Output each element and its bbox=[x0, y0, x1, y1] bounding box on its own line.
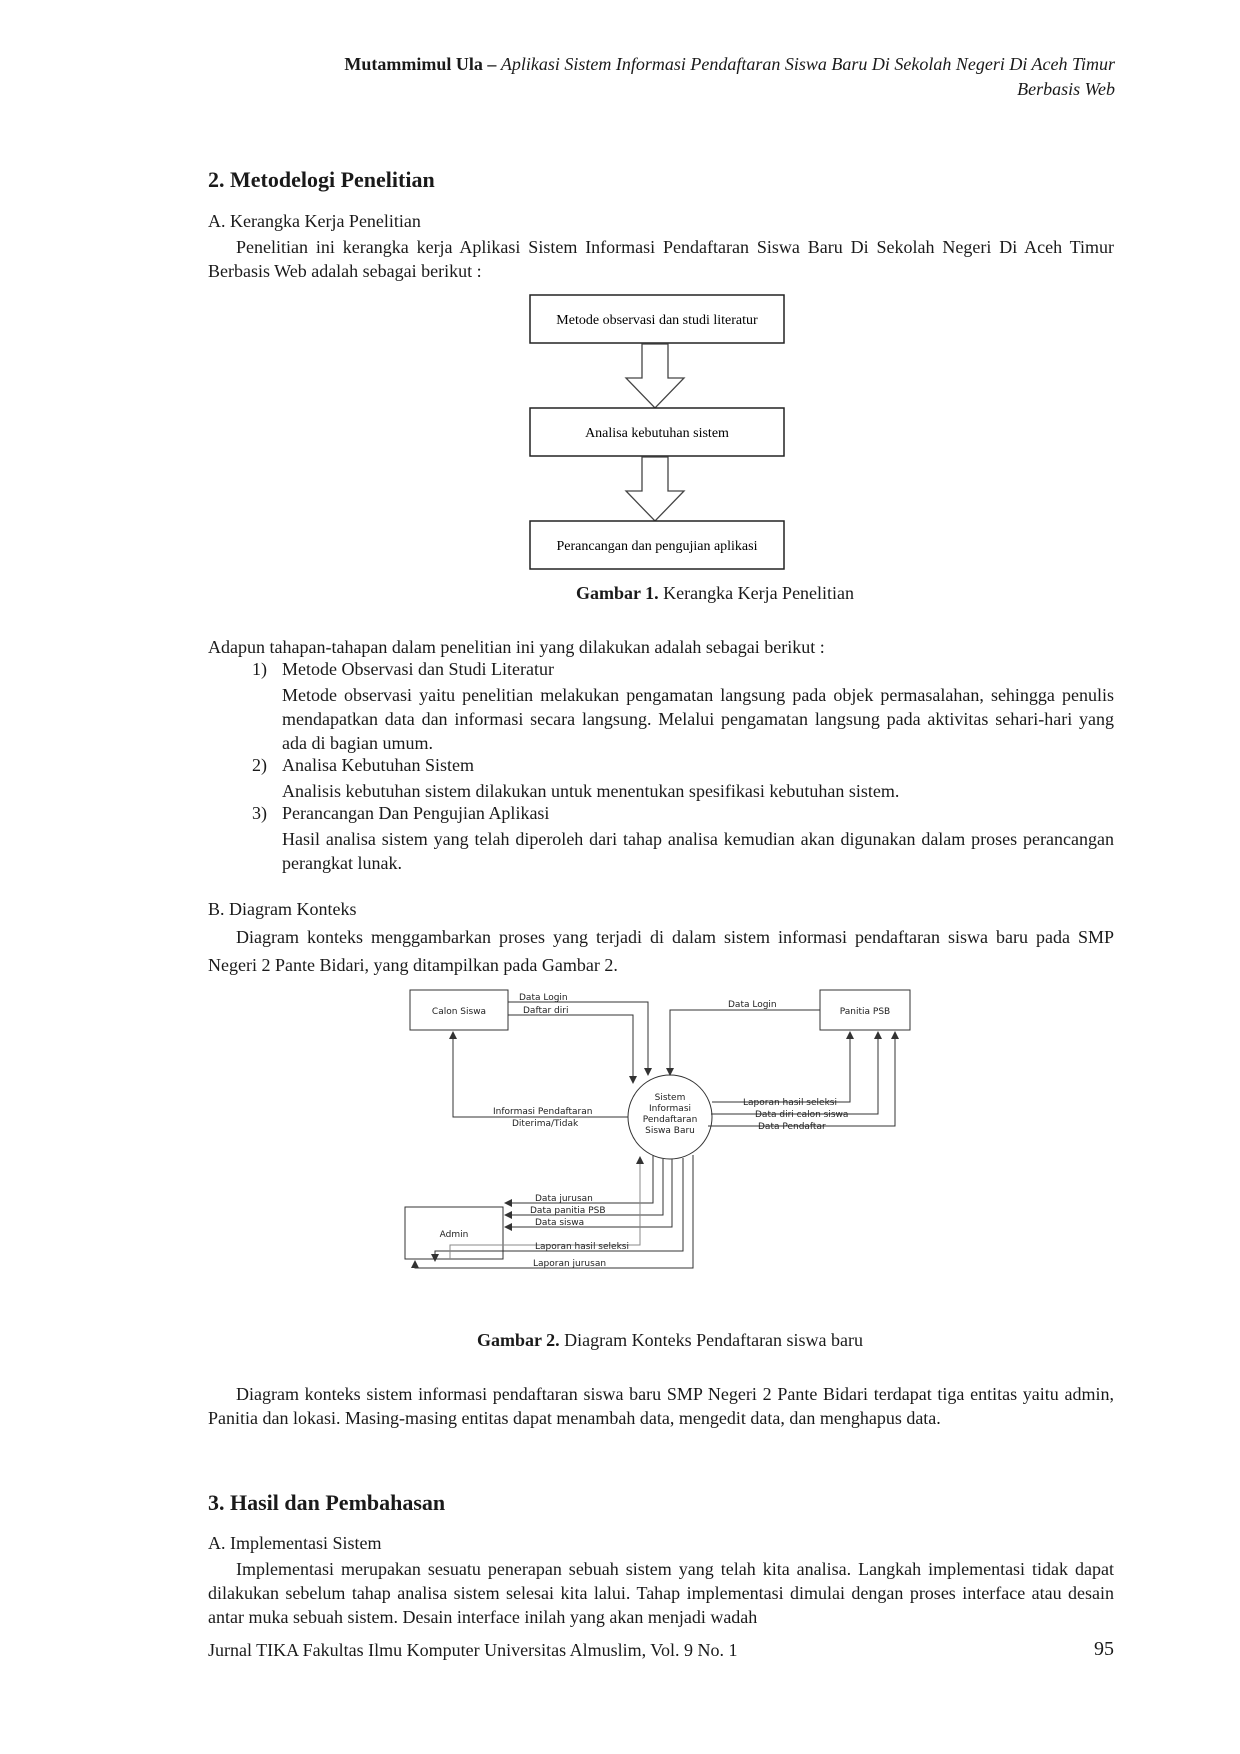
running-header bbox=[165, 52, 1115, 102]
figure-2-context-diagram bbox=[395, 985, 925, 1305]
flow-label-info-l2: Diterima/Tidak bbox=[512, 1119, 579, 1129]
header-title-line1: Aplikasi Sistem Informasi Pendaftaran Siswa Baru Di Sekolah Negeri Di Aceh Timur bbox=[500, 54, 1115, 74]
flow-label-data-diri: Data diri calon siswa bbox=[755, 1110, 849, 1120]
figure-1-caption-label: Gambar 1. bbox=[575, 583, 659, 603]
flow-data-siswa bbox=[505, 1159, 672, 1227]
entity-admin-label: Admin bbox=[439, 1230, 469, 1240]
figure-1-caption-text: Kerangka Kerja Penelitian bbox=[658, 583, 855, 603]
arrow-down-icon bbox=[626, 457, 684, 521]
item-3-number: 3) bbox=[252, 803, 267, 823]
paragraph-implementasi: Implementasi merupakan sesuatu penerapan sebuah sistem yang telah kita analisa. Langkah implementasi tidak dapat dilakukan sebelum tahap analisa sistem selesai kita lalui. Tahap implementasi dimulai dengan proses interface atau desain antar muka sebuah sistem. Desain interface inilah yang akan menjadi wadah bbox=[208, 1559, 1114, 1627]
arrow-down-icon bbox=[626, 344, 684, 408]
figure-2-caption-text: Diagram Konteks Pendaftaran siswa baru bbox=[559, 1330, 864, 1350]
flow-informasi-pendaftaran bbox=[453, 1032, 628, 1117]
header-author: Mutammimul Ula – bbox=[344, 54, 497, 74]
section-2-heading: 2. Metodelogi Penelitian bbox=[208, 167, 435, 192]
flow-label-data-jurusan: Data jurusan bbox=[535, 1194, 593, 1204]
entity-calon-siswa-label: Calon Siswa bbox=[431, 1007, 487, 1017]
flow-label-data-login-1: Data Login bbox=[519, 993, 568, 1003]
flow-daftar-diri bbox=[508, 1015, 633, 1083]
subsection-b-heading: B. Diagram Konteks bbox=[208, 899, 357, 919]
item-2-title: Analisa Kebutuhan Sistem bbox=[282, 755, 474, 775]
figure-2-caption bbox=[50, 1330, 1240, 1351]
item-2-text: Analisis kebutuhan sistem dilakukan untuk menentukan spesifikasi kebutuhan sistem. bbox=[282, 781, 900, 801]
flow-label-data-siswa: Data siswa bbox=[535, 1218, 585, 1228]
flow-label-info-l1: Informasi Pendaftaran bbox=[493, 1107, 593, 1117]
flow-data-login-panitia bbox=[670, 1010, 820, 1075]
flow-label-data-login-2: Data Login bbox=[728, 1000, 777, 1010]
figure-2-caption-label: Gambar 2. bbox=[476, 1330, 560, 1350]
item-1-title: Metode Observasi dan Studi Literatur bbox=[282, 659, 554, 679]
paragraph-tahapan: Adapun tahapan-tahapan dalam penelitian ini yang dilakukan adalah sebagai berikut : bbox=[208, 637, 825, 657]
flow-label-data-pendaftar: Data Pendaftar bbox=[758, 1122, 826, 1132]
subsection-a-heading: A. Kerangka Kerja Penelitian bbox=[208, 211, 421, 231]
flow-label-data-panitia: Data panitia PSB bbox=[530, 1206, 606, 1216]
paragraph-diagram-konteks-2: Diagram konteks sistem informasi pendaftaran siswa baru SMP Negeri 2 Pante Bidari terdapat tiga entitas yaitu admin, Panitia dan lokasi. Masing-masing entitas dapat menambah data, mengedit data, dan menghapus data. bbox=[208, 1384, 1114, 1428]
flow-label-laporan-seleksi-panitia: Laporan hasil seleksi bbox=[743, 1098, 837, 1108]
footer-journal: Jurnal TIKA Fakultas Ilmu Komputer Universitas Almuslim, Vol. 9 No. 1 bbox=[208, 1640, 738, 1660]
process-label-1: Sistem bbox=[654, 1093, 686, 1103]
flow-laporan-hasil-seleksi-panitia bbox=[712, 1032, 850, 1102]
process-label-2: Informasi bbox=[648, 1104, 692, 1114]
item-1-number: 1) bbox=[252, 659, 267, 679]
flow-box-1-label: Metode observasi dan studi literatur bbox=[556, 313, 758, 328]
subsection-implementasi-heading: A. Implementasi Sistem bbox=[208, 1533, 382, 1553]
flow-label-daftar-diri: Daftar diri bbox=[523, 1006, 569, 1016]
flow-box-2-label: Analisa kebutuhan sistem bbox=[585, 426, 729, 441]
section-3-heading: 3. Hasil dan Pembahasan bbox=[208, 1490, 446, 1515]
item-3-text: Hasil analisa sistem yang telah diperoleh dari tahap analisa kemudian akan digunakan dalam proses perancangan perangkat lunak. bbox=[282, 829, 1114, 873]
process-label-3: Pendaftaran bbox=[642, 1115, 698, 1125]
process-label-4: Siswa Baru bbox=[645, 1126, 695, 1136]
header-title-line2: Berbasis Web bbox=[1017, 79, 1115, 99]
page-number: 95 bbox=[1094, 1638, 1114, 1660]
flow-box-3-label: Perancangan dan pengujian aplikasi bbox=[556, 539, 758, 554]
flow-label-laporan-jurusan: Laporan jurusan bbox=[533, 1259, 607, 1269]
entity-panitia-psb-label: Panitia PSB bbox=[839, 1007, 891, 1017]
paragraph-kerangka: Penelitian ini kerangka kerja Aplikasi Sistem Informasi Pendaftaran Siswa Baru Di Sekolah Negeri Di Aceh Timur Berbasis Web adalah sebagai berikut : bbox=[208, 237, 1114, 281]
item-1-text: Metode observasi yaitu penelitian melakukan pengamatan langsung pada objek permasalahan, sehingga penulis mendapatkan data dan informasi secara langsung. Melalui pengamatan langsung pada aktivitas sehari-hari yang ada di bagian umum. bbox=[282, 685, 1114, 753]
paragraph-diagram-konteks: Diagram konteks menggambarkan proses yang terjadi di dalam sistem informasi pendaftaran siswa baru pada SMP Negeri 2 Pante Bidari, yang ditampilkan pada Gambar 2. bbox=[208, 927, 1114, 975]
figure-1-caption bbox=[95, 583, 1240, 604]
item-2-number: 2) bbox=[252, 755, 267, 775]
flow-label-laporan-seleksi-admin: Laporan hasil seleksi bbox=[535, 1242, 629, 1252]
figure-1-flowchart bbox=[520, 290, 800, 580]
item-3-title: Perancangan Dan Pengujian Aplikasi bbox=[282, 803, 550, 823]
